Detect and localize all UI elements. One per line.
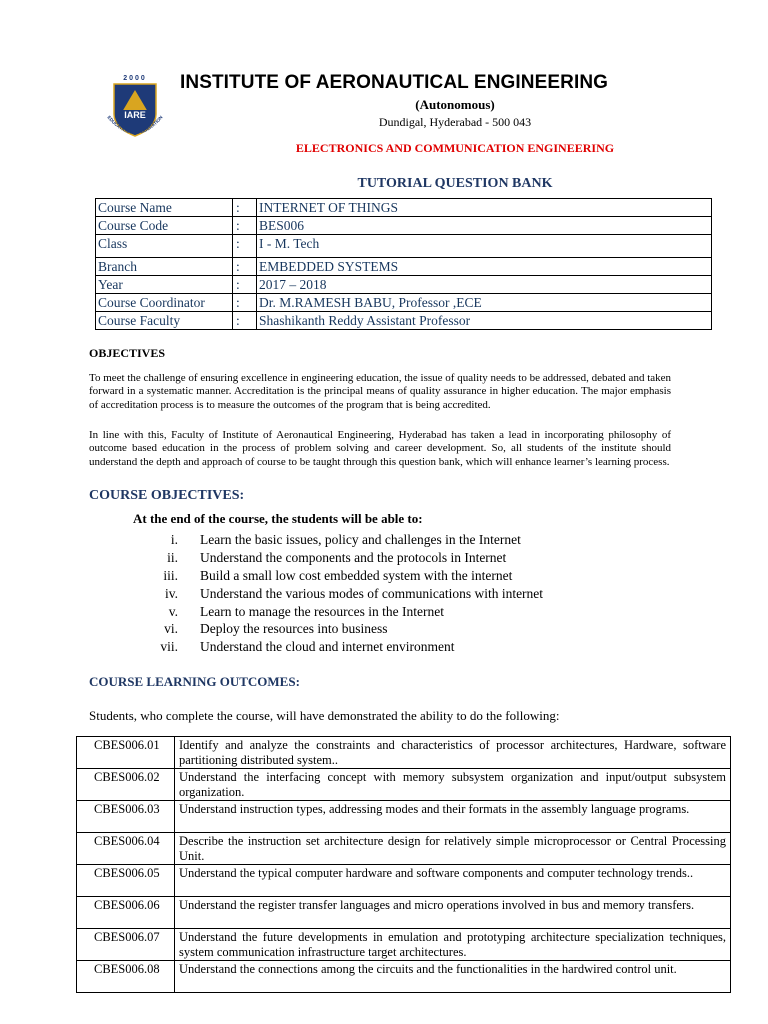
iare-logo xyxy=(100,72,170,144)
table-row: CBES006.05 Understand the typical computer hardware and software components and computer technology trends.. xyxy=(77,865,731,897)
info-row-year: Year : 2017 – 2018 xyxy=(96,276,712,294)
info-row-faculty: Course Faculty : Shashikanth Reddy Assistant Professor xyxy=(96,312,712,330)
course-objectives-intro: At the end of the course, the students will be able to: xyxy=(133,511,423,526)
course-objectives-heading: COURSE OBJECTIVES: xyxy=(89,488,245,503)
address: Dundigal, Hyderabad - 500 043 xyxy=(378,115,532,129)
learning-outcomes-table xyxy=(76,736,731,993)
autonomous-label: (Autonomous) xyxy=(415,97,495,112)
department-name: ELECTRONICS AND COMMUNICATION ENGINEERING xyxy=(295,141,615,155)
table-row: CBES006.07 Understand the future developments in emulation and prototyping architecture specialization techniques, system communication infrastructure target architectures. xyxy=(77,929,731,961)
objectives-paragraph-2: In line with this, Faculty of Institute of Aeronautical Engineering, Hyderabad has taken a lead in incorporating philosophy of outcome based education in the process of problem solving and career development. So, all students of the institute should understand the depth and approach of course to be taught through this question bank, which will enhance learner’s learning process. xyxy=(89,429,671,468)
list-item: iv. Understand the various modes of communications with internet xyxy=(165,585,544,601)
table-row: CBES006.01 Identify and analyze the constraints and characteristics of processor architectures, Hardware, software partitioning distributed system.. xyxy=(77,737,731,769)
course-objectives-list xyxy=(130,531,543,656)
list-item: iii. Build a small low cost embedded system with the internet xyxy=(163,567,513,583)
document-title: TUTORIAL QUESTION BANK xyxy=(357,176,553,191)
table-row: CBES006.04 Describe the instruction set architecture design for relatively simple microprocessor or Central Processing Unit. xyxy=(77,833,731,865)
list-item: v. Learn to manage the resources in the Internet xyxy=(168,603,445,619)
info-row-course-code: Course Code : BES006 xyxy=(96,217,712,235)
list-item: i. Learn the basic issues, policy and challenges in the Internet xyxy=(170,532,521,547)
logo-motto: EDUCATION FOR LIBERATION xyxy=(106,114,164,136)
info-row-coordinator: Course Coordinator : Dr. M.RAMESH BABU, Professor ,ECE xyxy=(96,294,712,312)
logo-year: 2000 xyxy=(123,75,147,82)
table-row: CBES006.06 Understand the register transfer languages and micro operations involved in bus and memory transfers. xyxy=(77,897,731,929)
info-row-branch: Branch : EMBEDDED SYSTEMS xyxy=(96,258,712,276)
learning-outcomes-heading: COURSE LEARNING OUTCOMES: xyxy=(89,674,300,689)
objectives-paragraph-1: To meet the challenge of ensuring excellence in engineering education, the issue of quality needs to be addressed, debated and taken forward in a systematic manner. Accreditation is the principal means of quality assurance in higher education. The major emphasis of accreditation process is to measure the outcomes of the program that is being accredited. xyxy=(89,372,672,411)
table-row: CBES006.02 Understand the interfacing concept with memory subsystem organization and input/output subsystem organization. xyxy=(77,769,731,801)
list-item: vi. Deploy the resources into business xyxy=(164,621,388,637)
table-row: CBES006.03 Understand instruction types, addressing modes and their formats in the assembly language programs. xyxy=(77,801,731,833)
institute-title: INSTITUTE OF AERONAUTICAL ENGINEERING xyxy=(180,72,609,93)
list-item: vii. Understand the cloud and internet environment xyxy=(160,639,455,655)
info-row-course-name: Course Name : INTERNET OF THINGS xyxy=(96,199,712,217)
list-item: ii. Understand the components and the protocols in Internet xyxy=(167,549,507,565)
table-row: CBES006.08 Understand the connections among the circuits and the functionalities in the hardwired control unit. xyxy=(77,961,731,993)
course-info-table xyxy=(95,198,712,330)
logo-name: IARE xyxy=(124,110,146,120)
learning-outcomes-intro: Students, who complete the course, will have demonstrated the ability to do the following: xyxy=(89,708,560,723)
info-row-class: Class : I - M. Tech xyxy=(96,235,712,258)
objectives-heading: OBJECTIVES xyxy=(89,346,166,360)
